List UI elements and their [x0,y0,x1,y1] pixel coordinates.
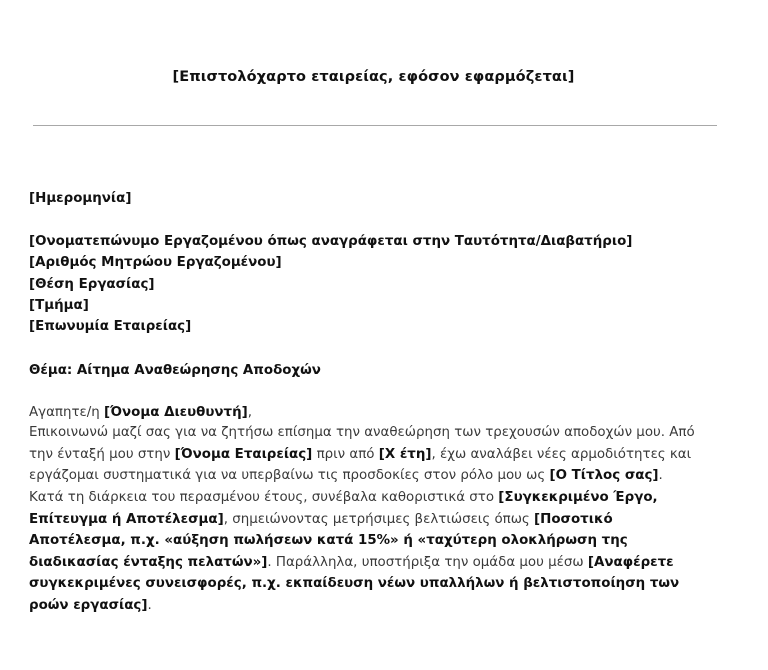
salutation-comma: , [247,404,253,420]
header-divider [33,125,717,126]
letter-body [29,134,718,617]
paragraph-1-title-placeholder: [Ο Τίτλος σας] [549,468,659,484]
salutation-manager-placeholder: [Όνομα Διευθυντή] [104,404,248,420]
paragraph-achievements [29,487,701,617]
paragraph-request [29,422,701,487]
recipient-line-employee-id: [Αριθμός Μητρώου Εργαζομένου] [29,255,282,271]
paragraph-2-segment-3: . Παράλληλα, υποστήριξα την ομάδα μου μέσω [267,554,588,570]
recipient-line-position: [Θέση Εργασίας] [29,276,155,292]
paragraph-1-segment-2: πριν από [312,446,379,462]
recipient-line-department: [Τμήμα] [29,297,89,313]
recipient-line-name: [Ονοματεπώνυμο Εργαζομένου όπως αναγράφεται στην Ταυτότητα/Διαβατήριο] [29,234,633,250]
paragraph-2-segment-4: . [147,597,152,613]
letterhead-placeholder: [Επιστολόχαρτο εταιρείας, εφόσον εφαρμόζεται] [172,69,575,85]
paragraph-1-company-placeholder: [Όνομα Εταιρείας] [174,446,313,462]
date-placeholder: [Ημερομηνία] [29,190,132,206]
recipient-line-company: [Επωνυμία Εταιρείας] [29,319,192,335]
paragraph-1-years-placeholder: [Χ έτη] [378,446,432,462]
paragraph-2-achievement-placeholder: [Συγκεκριμένο Έργο, Επίτευγμα ή Αποτέλεσμα] [29,489,658,527]
paragraph-2-segment-2: , σημειώνοντας μετρήσιμες βελτιώσεις όπως [223,511,535,527]
paragraph-2-metric-placeholder: [Ποσοτικό Αποτέλεσμα, π.χ. «αύξηση πωλήσεων κατά 15%» ή «ταχύτερη ολοκλήρωση της διαδικασίας ένταξης πελατών»] [29,511,628,570]
salutation-line [29,403,718,422]
paragraph-2-segment-1: Κατά τη διάρκεια του περασμένου έτους, συνέβαλα καθοριστικά στο [29,489,499,505]
paragraph-1-segment-4: . [658,468,663,484]
salutation-greeting: Αγαπητε/η [29,404,105,420]
paragraph-1-segment-3: , έχω αναλάβει νέες αρμοδιότητες και εργάζομαι συστηματικά για να υπερβαίνω τις προσδοκίες στον ρόλο μου ως [29,446,692,484]
recipient-block [29,231,718,337]
subject-line: Θέμα: Αίτημα Αναθεώρησης Αποδοχών [29,363,321,379]
paragraph-2-contributions-placeholder: [Αναφέρετε συγκεκριμένες συνεισφορές, π.χ. εκπαίδευση νέων υπαλλήλων ή βελτιστοποίηση των ροών εργασίας] [29,554,680,613]
paragraph-1-segment-1: Επικοινωνώ μαζί σας για να ζητήσω επίσημα την αναθεώρηση των τρεχουσών αποδοχών μου. Από την ένταξή μου στην [29,425,695,462]
